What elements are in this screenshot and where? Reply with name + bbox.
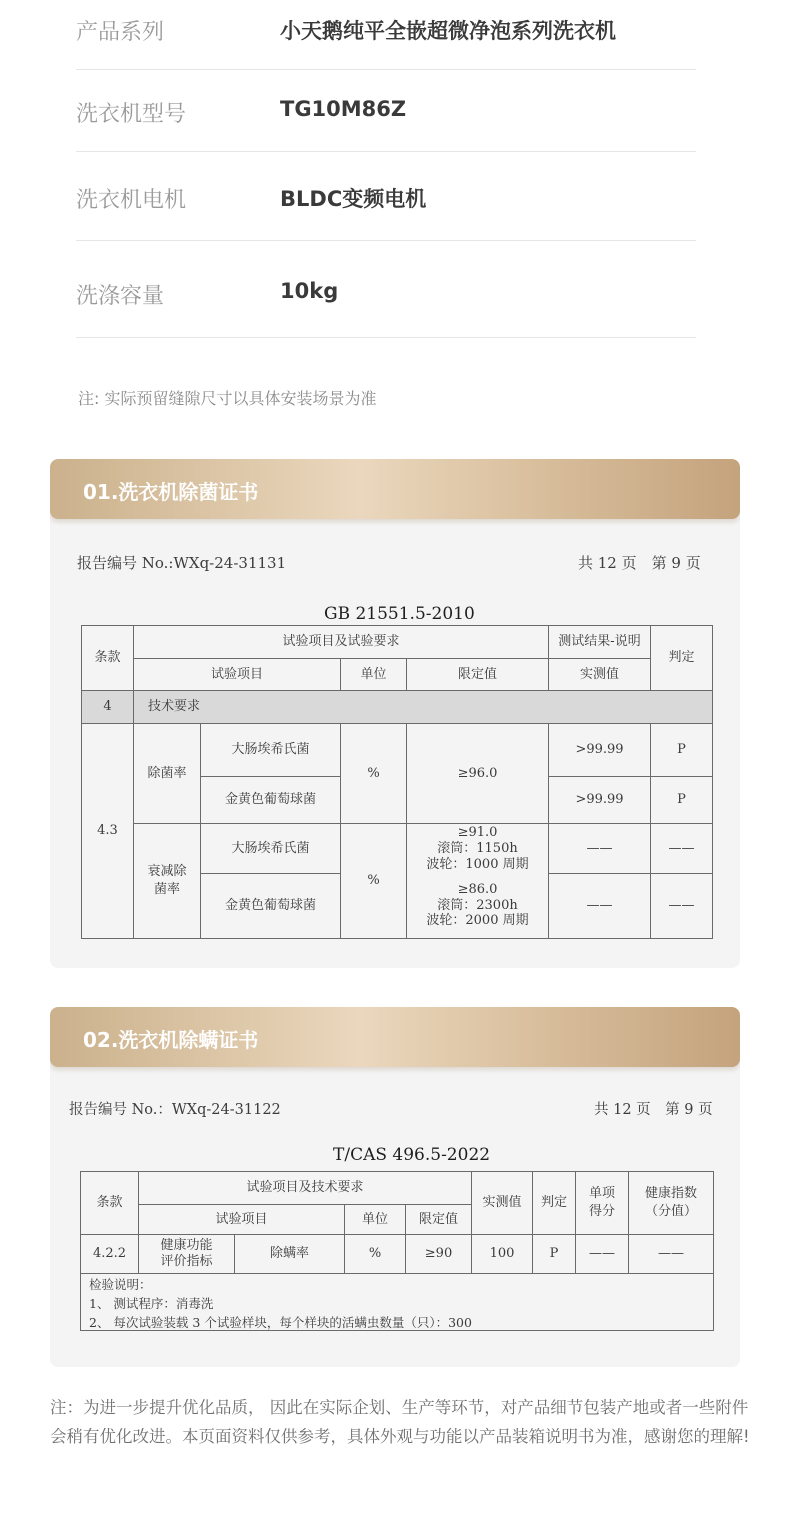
sterilization-table (81, 625, 713, 939)
card-title: 01.洗衣机除菌证书 (83, 480, 259, 504)
judge-cell: —— (650, 823, 713, 874)
header-item: 试验项目 (138, 1204, 345, 1235)
clause-number: 4.3 (81, 723, 134, 939)
note-line: 2、 每次试验装载 3 个试验样块，每个样块的活螨虫数量（只）：300 (89, 1314, 472, 1330)
health-index-cell: —— (628, 1234, 714, 1274)
section-number: 4 (81, 690, 134, 724)
clause-number: 4.2.2 (80, 1234, 139, 1274)
footer-note: 注：为进一步提升优化品质， 因此在实际企划、生产等环节，对产品细节包装产地或者一些附件会稍有优化改进。本页面资料仅供参考，具体外观与功能以产品装箱说明书为准，感谢您的理解! (50, 1398, 750, 1446)
header-measured: 实测值 (548, 658, 651, 691)
header-score: 单项 得分 (575, 1171, 629, 1235)
measured-cell: 100 (471, 1234, 533, 1274)
judge-cell: —— (650, 873, 713, 939)
header-result: 测试结果-说明 (548, 625, 651, 659)
score-cell: —— (575, 1234, 629, 1274)
sterilization-cert-card (50, 459, 740, 968)
item-staph: 金黄色葡萄球菌 (200, 776, 341, 824)
section-name: 技术要求 (133, 690, 713, 724)
page-info: 共 12 页 第 9 页 (594, 1102, 713, 1118)
group-sterilization-rate: 除菌率 (133, 723, 201, 824)
spec-value: 小天鹅纯平全嵌超微净泡系列洗衣机 (280, 19, 616, 43)
measured-cell: —— (548, 873, 651, 939)
header-unit: 单位 (340, 658, 407, 691)
unit-cell: % (340, 723, 407, 824)
spec-value: 10kg (280, 279, 339, 303)
header-limit: 限定值 (405, 1204, 472, 1235)
note-line: 检验说明： (89, 1277, 152, 1292)
spec-row-capacity (76, 240, 696, 338)
item-cell: 除螨率 (234, 1234, 345, 1274)
header-clause: 条款 (80, 1171, 139, 1235)
limit-cell: ≥86.0 滚筒：2300h 波轮：2000 周期 (406, 873, 549, 939)
standard-code: T/CAS 496.5-2022 (333, 1145, 491, 1165)
spec-row-motor (76, 151, 696, 241)
limit-cell: ≥90 (405, 1234, 472, 1274)
card-header (50, 459, 740, 519)
spec-label: 洗衣机型号 (76, 102, 187, 127)
spec-value: BLDC变频电机 (280, 187, 427, 211)
item-ecoli: 大肠埃希氏菌 (200, 723, 341, 777)
mite-removal-table (80, 1171, 714, 1331)
item-ecoli: 大肠埃希氏菌 (200, 823, 341, 874)
report-number: 报告编号 No.：WXq-24-31122 (69, 1102, 281, 1118)
page-info: 共 12 页 第 9 页 (578, 554, 701, 572)
report-number: 报告编号 No.:WXq-24-31131 (77, 554, 287, 572)
group-decay-sterilization-rate: 衰减除 菌率 (133, 823, 201, 939)
judge-cell: P (532, 1234, 576, 1274)
card-header (50, 1007, 740, 1067)
unit-cell: % (340, 823, 407, 939)
header-judge: 判定 (532, 1171, 576, 1235)
spec-row-model (76, 69, 696, 152)
header-clause: 条款 (81, 625, 134, 691)
spec-row-series (76, 0, 696, 70)
header-health-index: 健康指数 （分值） (628, 1171, 714, 1235)
judge-cell: P (650, 723, 713, 777)
category-cell: 健康功能 评价指标 (138, 1234, 235, 1274)
spec-label: 洗衣机电机 (76, 188, 187, 213)
card-title: 02.洗衣机除螨证书 (83, 1028, 259, 1052)
header-judge: 判定 (650, 625, 713, 691)
spec-label: 产品系列 (76, 20, 165, 45)
note-line: 1、 测试程序：消毒洗 (89, 1295, 214, 1311)
limit-cell: ≥91.0 滚筒：1150h 波轮：1000 周期 (406, 823, 549, 874)
header-items-requirements: 试验项目及技术要求 (138, 1171, 472, 1205)
measured-cell: >99.99 (548, 776, 651, 824)
measured-cell: —— (548, 823, 651, 874)
limit-cell: ≥96.0 (406, 723, 549, 824)
install-note: 注: 实际预留缝隙尺寸以具体安装场景为准 (78, 389, 377, 408)
spec-label: 洗涤容量 (76, 284, 165, 309)
header-unit: 单位 (344, 1204, 406, 1235)
header-measured: 实测值 (471, 1171, 533, 1235)
unit-cell: % (344, 1234, 406, 1274)
item-staph: 金黄色葡萄球菌 (200, 873, 341, 939)
test-notes (80, 1273, 714, 1331)
standard-code: GB 21551.5-2010 (324, 604, 475, 624)
mite-removal-cert-card (50, 1007, 740, 1367)
measured-cell: >99.99 (548, 723, 651, 777)
judge-cell: P (650, 776, 713, 824)
header-item: 试验项目 (133, 658, 341, 691)
header-items-requirements: 试验项目及试验要求 (133, 625, 549, 659)
spec-value: TG10M86Z (280, 97, 407, 121)
header-limit: 限定值 (406, 658, 549, 691)
